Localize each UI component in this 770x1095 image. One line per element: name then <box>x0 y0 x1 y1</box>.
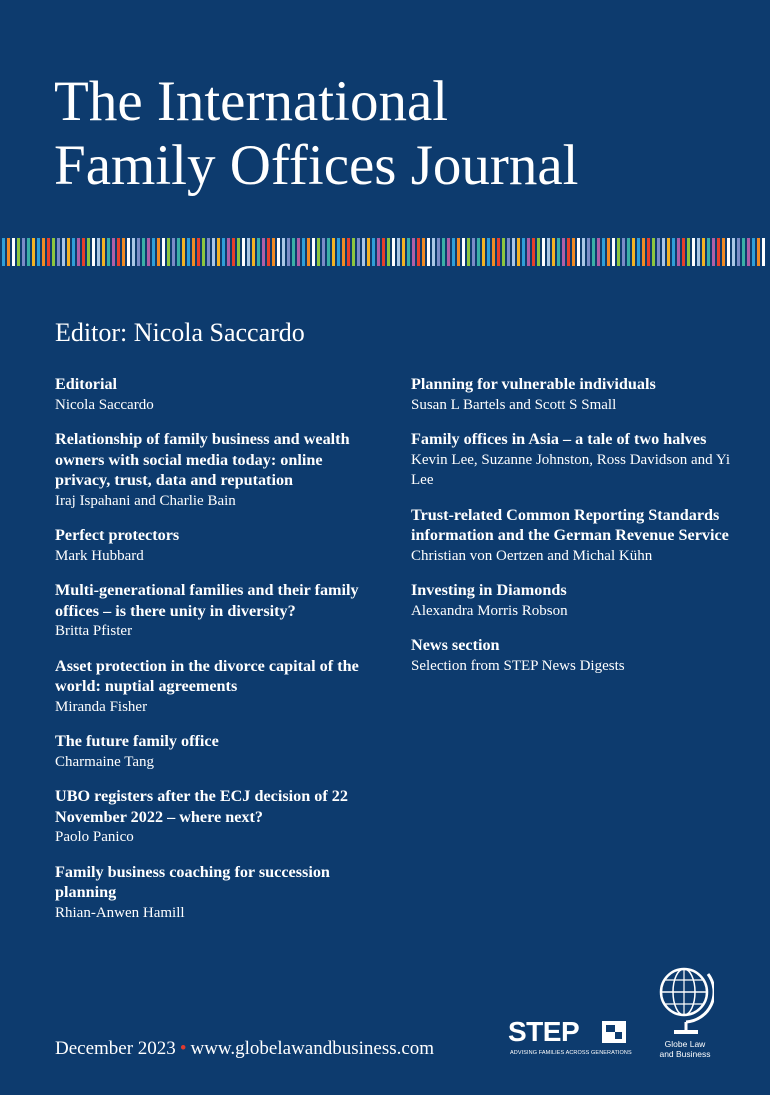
stripe <box>117 238 120 266</box>
stripe <box>47 238 50 266</box>
stripe <box>422 238 425 266</box>
journal-title-line2: Family Offices Journal <box>54 134 579 197</box>
stripe <box>252 238 255 266</box>
stripe <box>367 238 370 266</box>
stripe <box>127 238 130 266</box>
stripe <box>192 238 195 266</box>
stripe <box>332 238 335 266</box>
stripe <box>732 238 735 266</box>
stripe <box>242 238 245 266</box>
stripe <box>267 238 270 266</box>
stripe <box>497 238 500 266</box>
step-logo-wordmark: STEP <box>508 1016 580 1047</box>
stripe <box>577 238 580 266</box>
stripe <box>17 238 20 266</box>
stripe <box>257 238 260 266</box>
stripe <box>92 238 95 266</box>
stripe <box>157 238 160 266</box>
article-authors: Alexandra Morris Robson <box>411 602 568 619</box>
globe-logo-line1: Globe Law <box>664 1039 706 1049</box>
article-authors: Paolo Panico <box>55 829 134 845</box>
stripe <box>67 238 70 266</box>
stripe <box>362 238 365 266</box>
contents-item <box>55 429 370 511</box>
article-authors: Selection from STEP News Digests <box>411 657 625 674</box>
article-title: The future family office <box>55 732 219 750</box>
stripe <box>237 238 240 266</box>
stripe <box>172 238 175 266</box>
stripe <box>502 238 505 266</box>
issue-date: December 2023 <box>55 1038 176 1059</box>
article-authors: Kevin Lee, Suzanne Johnston, Ross Davidson and Yi Lee <box>411 451 730 488</box>
step-logo <box>508 1016 632 1061</box>
footer-separator: • <box>179 1038 187 1059</box>
stripe <box>682 238 685 266</box>
stripe <box>742 238 745 266</box>
stripe <box>152 238 155 266</box>
contents-item <box>411 505 741 567</box>
stripe <box>137 238 140 266</box>
stripe <box>717 238 720 266</box>
stripe <box>27 238 30 266</box>
stripe <box>167 238 170 266</box>
stripe <box>467 238 470 266</box>
stripe <box>287 238 290 266</box>
stripe <box>597 238 600 266</box>
article-title: Asset protection in the divorce capital of the world: nuptial agreements <box>55 656 359 695</box>
stripe <box>327 238 330 266</box>
stripe <box>122 238 125 266</box>
stripe <box>557 238 560 266</box>
stripe <box>652 238 655 266</box>
stripe <box>442 238 445 266</box>
article-authors: Britta Pfister <box>55 623 133 639</box>
stripe <box>762 238 765 266</box>
stripe <box>272 238 275 266</box>
stripe <box>372 238 375 266</box>
stripe <box>352 238 355 266</box>
stripe <box>212 238 215 266</box>
article-title: Editorial <box>55 375 118 393</box>
stripe <box>447 238 450 266</box>
article-title: Planning for vulnerable individuals <box>411 375 656 393</box>
stripe <box>602 238 605 266</box>
stripe <box>77 238 80 266</box>
contents-left-column <box>55 374 370 937</box>
stripe <box>462 238 465 266</box>
stripe <box>667 238 670 266</box>
stripe <box>612 238 615 266</box>
contents-item <box>55 525 370 566</box>
stripe <box>567 238 570 266</box>
stripe <box>37 238 40 266</box>
stripe <box>262 238 265 266</box>
stripe <box>712 238 715 266</box>
stripe <box>87 238 90 266</box>
contents-item <box>55 580 370 642</box>
article-title: Family offices in Asia – a tale of two halves <box>411 430 707 448</box>
article-title: Family business coaching for succession planning <box>55 862 330 901</box>
article-title: Relationship of family business and wealth owners with social media today: online privacy, trust, data and reputation <box>55 430 350 489</box>
stripe <box>72 238 75 266</box>
stripe <box>102 238 105 266</box>
contents-item <box>411 580 741 621</box>
stripe <box>622 238 625 266</box>
stripe <box>402 238 405 266</box>
stripe <box>147 238 150 266</box>
stripe <box>702 238 705 266</box>
stripe <box>112 238 115 266</box>
stripe <box>672 238 675 266</box>
stripe <box>437 238 440 266</box>
stripe <box>542 238 545 266</box>
article-authors: Susan L Bartels and Scott S Small <box>411 396 617 413</box>
stripe <box>202 238 205 266</box>
globe-icon <box>656 962 714 1038</box>
stripe <box>407 238 410 266</box>
stripe <box>12 238 15 266</box>
stripe <box>432 238 435 266</box>
stripe <box>687 238 690 266</box>
contents-right-column <box>411 374 741 690</box>
stripe <box>607 238 610 266</box>
stripe <box>752 238 755 266</box>
stripe <box>307 238 310 266</box>
stripe <box>207 238 210 266</box>
globe-law-logo <box>655 962 715 1072</box>
stripe <box>377 238 380 266</box>
journal-title-line1: The International <box>54 70 449 133</box>
stripe <box>387 238 390 266</box>
editor-line: Editor: Nicola Saccardo <box>55 318 305 347</box>
stripe <box>222 238 225 266</box>
stripe <box>62 238 65 266</box>
article-title: News section <box>411 636 500 654</box>
stripe <box>302 238 305 266</box>
stripe <box>452 238 455 266</box>
stripe <box>397 238 400 266</box>
stripe <box>32 238 35 266</box>
stripe <box>7 238 10 266</box>
stripe <box>707 238 710 266</box>
stripe <box>517 238 520 266</box>
contents-item <box>55 656 370 718</box>
article-authors: Charmaine Tang <box>55 753 155 770</box>
stripe <box>677 238 680 266</box>
stripe <box>532 238 535 266</box>
article-authors: Iraj Ispahani and Charlie Bain <box>55 492 236 509</box>
stripe <box>737 238 740 266</box>
stripe <box>22 238 25 266</box>
article-title: Perfect protectors <box>55 526 180 544</box>
stripe <box>692 238 695 266</box>
stripe <box>582 238 585 266</box>
stripe <box>427 238 430 266</box>
stripe <box>282 238 285 266</box>
stripe <box>527 238 530 266</box>
article-authors: Rhian-Anwen Hamill <box>55 904 185 921</box>
step-logo-tagline: ADVISING FAMILIES ACROSS GENERATIONS <box>510 1050 632 1056</box>
stripe <box>632 238 635 266</box>
footer <box>55 1037 434 1061</box>
stripe <box>347 238 350 266</box>
article-authors: Nicola Saccardo <box>55 396 154 413</box>
stripe <box>572 238 575 266</box>
stripe <box>512 238 515 266</box>
stripe <box>412 238 415 266</box>
contents-item <box>55 731 370 772</box>
stripe <box>617 238 620 266</box>
stripe <box>487 238 490 266</box>
stripe <box>537 238 540 266</box>
article-title: Multi-generational families and their family offices – is there unity in diversity? <box>55 581 359 620</box>
contents-item <box>55 786 370 848</box>
stripe <box>547 238 550 266</box>
stripe <box>162 238 165 266</box>
stripe <box>177 238 180 266</box>
stripe <box>722 238 725 266</box>
stripe <box>662 238 665 266</box>
stripe <box>337 238 340 266</box>
stripe <box>747 238 750 266</box>
stripe <box>247 238 250 266</box>
stripe <box>587 238 590 266</box>
globe-logo-line2: and Business <box>659 1048 711 1059</box>
stripe <box>482 238 485 266</box>
stripe <box>697 238 700 266</box>
stripe <box>2 238 5 266</box>
stripe <box>727 238 730 266</box>
contents-item <box>55 374 370 415</box>
stripe <box>312 238 315 266</box>
stripe <box>142 238 145 266</box>
step-mark-icon <box>602 1021 626 1043</box>
stripe <box>357 238 360 266</box>
stripe <box>392 238 395 266</box>
contents-item <box>411 374 741 415</box>
stripe <box>417 238 420 266</box>
stripe <box>472 238 475 266</box>
website-link[interactable]: www.globelawandbusiness.com <box>190 1038 435 1059</box>
contents-item <box>411 429 741 491</box>
stripe <box>492 238 495 266</box>
stripe <box>182 238 185 266</box>
stripe <box>217 238 220 266</box>
stripe <box>457 238 460 266</box>
article-title: Trust-related Common Reporting Standards information and the German Revenue Service <box>411 505 729 544</box>
stripe <box>232 238 235 266</box>
stripe <box>132 238 135 266</box>
stripe <box>322 238 325 266</box>
stripe <box>637 238 640 266</box>
stripe <box>187 238 190 266</box>
stripe <box>552 238 555 266</box>
stripe <box>657 238 660 266</box>
stripe <box>107 238 110 266</box>
stripe <box>292 238 295 266</box>
stripe <box>82 238 85 266</box>
stripe <box>757 238 760 266</box>
stripe <box>277 238 280 266</box>
stripe <box>52 238 55 266</box>
decorative-stripe-band <box>0 238 770 266</box>
stripe <box>642 238 645 266</box>
article-authors: Miranda Fisher <box>55 698 148 715</box>
stripe <box>507 238 510 266</box>
stripe <box>627 238 630 266</box>
stripe <box>562 238 565 266</box>
article-authors: Christian von Oertzen and Michal Kühn <box>411 547 653 564</box>
stripe <box>97 238 100 266</box>
stripe <box>297 238 300 266</box>
stripe <box>477 238 480 266</box>
stripe <box>342 238 345 266</box>
stripe <box>647 238 650 266</box>
stripe <box>42 238 45 266</box>
contents-item <box>55 862 370 924</box>
stripe <box>317 238 320 266</box>
article-title: Investing in Diamonds <box>411 581 567 599</box>
contents-item <box>411 635 741 676</box>
stripe <box>382 238 385 266</box>
journal-title <box>54 70 744 198</box>
article-authors: Mark Hubbard <box>55 547 144 564</box>
stripe <box>227 238 230 266</box>
article-title: UBO registers after the ECJ decision of 22 November 2022 – where next? <box>55 787 348 826</box>
stripe <box>57 238 60 266</box>
stripe <box>197 238 200 266</box>
stripe <box>522 238 525 266</box>
stripe <box>592 238 595 266</box>
